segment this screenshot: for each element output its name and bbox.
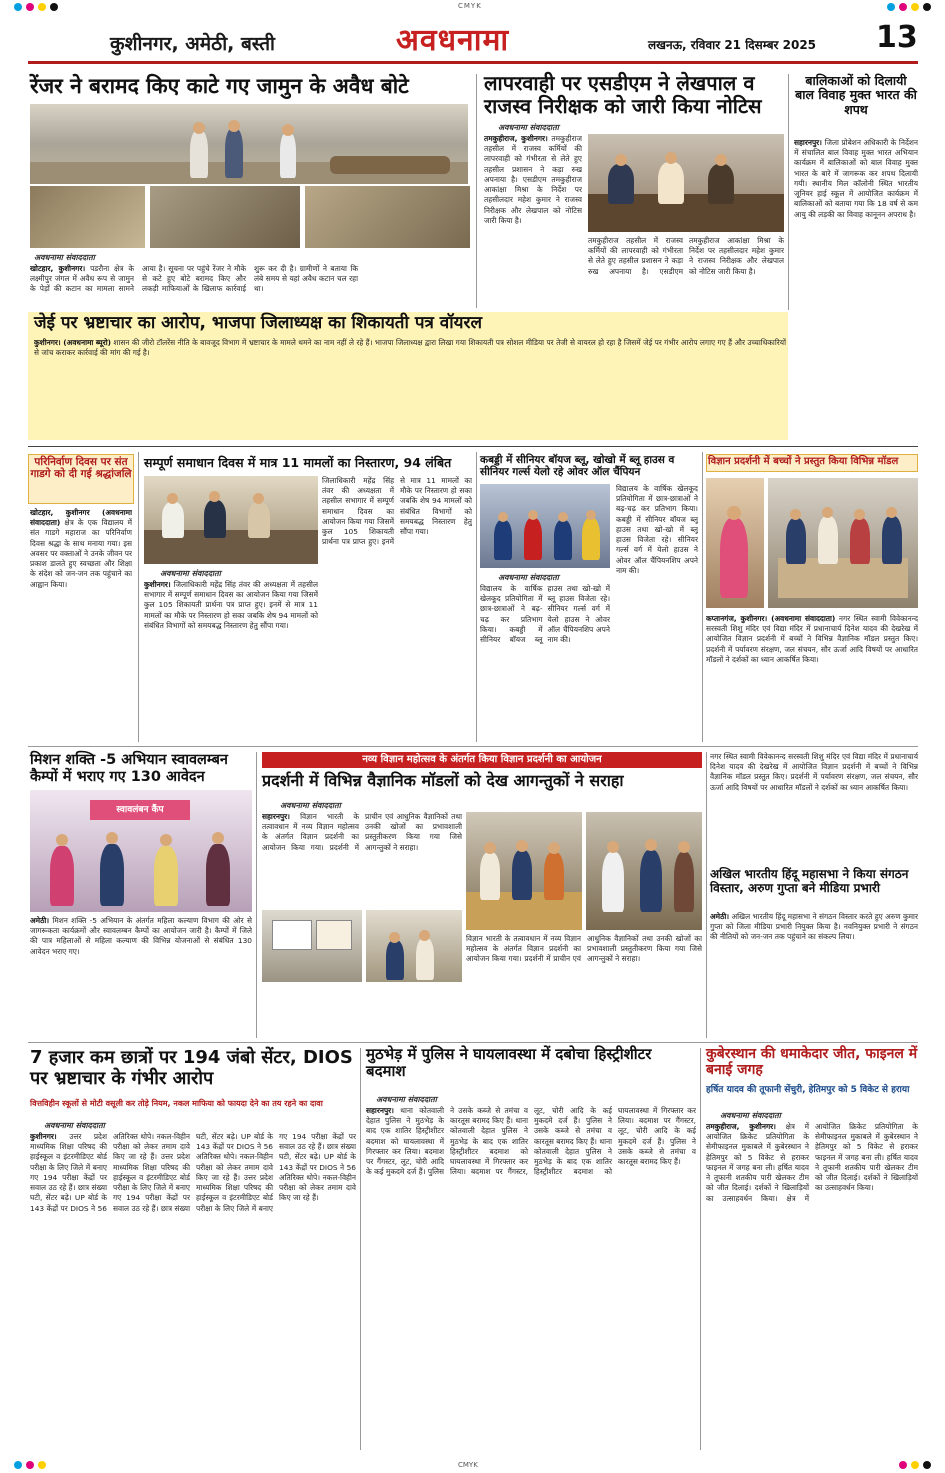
story-6-photo — [144, 476, 318, 564]
story-7-body — [480, 584, 610, 742]
registration-mark-icon — [911, 3, 919, 11]
story-9-dateline: अमेठी। — [30, 916, 50, 925]
story-1-inset-photo — [150, 186, 300, 248]
story-9-headline: मिशन शक्ति -5 अभियान स्वावलम्बन कैम्पों में भराए गए 130 आवेदन — [30, 752, 228, 785]
story-8-body-continued — [710, 752, 918, 864]
story-10-headline: प्रदर्शनी में विभिन्न वैज्ञानिक मॉडलों को देख आगन्तुकों ने सराहा — [262, 771, 624, 790]
story-10-photo-left — [262, 910, 362, 982]
story-13-text: थाना कोतवाली देहात पुलिस ने मुठभेड़ के बाद एक शातिर हिस्ट्रीशीटर बदमाश को घायलावस्था में गिरफ्तार कर लिया। बदमाश पर गैंगस्टर, लूट, चोरी आदि के कई मुकदमे दर्ज हैं। पुलिस ने उसके कब्जे से तमंचा व कारतूस बरामद किए हैं। — [366, 1106, 528, 1177]
story-1-inset-photo — [305, 186, 470, 248]
story-13-body — [366, 1106, 696, 1450]
story-13-dateline: सहारनपुर। — [366, 1106, 394, 1115]
story-12-headline: 7 हजार कम छात्रों पर 194 जंबो सेंटर, DIOS पर भ्रष्टाचार के गंभीर आरोप — [30, 1047, 353, 1089]
story-5-body — [30, 508, 132, 744]
story-2-body — [484, 134, 582, 310]
masthead-locations: कुशीनगर, अमेठी, बस्ती — [110, 33, 275, 55]
story-11-text: अखिल भारतीय हिंदू महासभा ने संगठन विस्तार करते हुए अरुण कुमार गुप्ता को जिला मीडिया प्रभारी नियुक्त किया है। नवनियुक्त प्रभारी ने संगठन की नीतियों को जन-जन तक पहुंचाने का संकल्प लिया। — [710, 912, 918, 942]
story-10-byline: अवधनामा संवाददाता — [280, 801, 341, 810]
registration-mark-icon — [899, 3, 907, 11]
cmyk-label: CMYK — [458, 2, 482, 10]
story-13-byline: अवधनामा संवाददाता — [376, 1095, 437, 1104]
story-5-dateline: खोटहार, कुशीनगर (अवधनामा संवाददाता) — [30, 508, 132, 528]
story-1-headline: रेंजर ने बरामद किए काटे गए जामुन के अवैध बोटे — [30, 74, 409, 98]
story-9-body — [30, 916, 252, 1034]
story-10-body — [262, 812, 462, 906]
story-10-text-continued: विज्ञान भारती के तत्वावधान में नव्य विज्ञान महोत्सव के अंतर्गत विज्ञान प्रदर्शनी का आयोजन किया गया। प्रदर्शनी में प्राचीन एवं आधुनिक वैज्ञानिकों तथा उनकी खोजों का प्रभावशाली प्रस्तुतीकरण किया गया जिसे आगन्तुकों ने सराहा। — [466, 934, 702, 964]
story-14-byline: अवधनामा संवाददाता — [720, 1111, 781, 1120]
story-2-photo — [588, 134, 784, 232]
story-12-byline: अवधनामा संवाददाता — [44, 1121, 105, 1130]
story-3-text: जिला प्रोबेशन अधिकारी के निर्देशन में संचालित बाल विवाह मुक्त भारत अभियान कार्यक्रम में बालिकाओं को बाल विवाह मुक्त भारत के बारे में जागरूक कर शपथ दिलायी गयी। स्थानीय मिल कॉलोनी स्थित भारतीय जूनियर हाई स्कूल में आयोजित कार्यक्रम में बालिकाओं को बताया गया कि 18 वर्ष से कम आयु की लड़की का विवाह कानूनन अपराध है। — [794, 138, 918, 219]
story-12-subheadline: वित्तविहीन स्कूलों से मोटी वसूली कर तोड़े नियम, नकल माफिया को फायदा देने का तय रहने का दावा — [30, 1099, 323, 1108]
story-7-byline: अवधनामा संवाददाता — [498, 573, 559, 582]
story-3-body — [794, 138, 918, 438]
story-14-subheadline: हर्षित यादव की तूफानी सेंचुरी, हेतिमपुर को 5 विकेट से हराया — [706, 1085, 910, 1095]
story-6-text-continued: जिलाधिकारी महेंद्र सिंह तंवर की अध्यक्षता में तहसील सभागार में सम्पूर्ण समाधान दिवस का आयोजन किया गया जिसमें कुल 105 शिकायती प्रार्थना पत्र प्राप्त हुए। इनमें से मात्र 11 मामलों का मौके पर निस्तारण हो सका जबकि शेष 94 मामलों को संबंधित विभागों को समयबद्ध निस्तारण हेतु सौंपा गया। — [322, 476, 472, 547]
registration-mark-icon — [923, 1461, 931, 1469]
story-7-photo — [480, 484, 610, 568]
story-9-photo — [30, 790, 252, 912]
story-13-text-continued: थाना कोतवाली देहात पुलिस ने मुठभेड़ के बाद एक शातिर हिस्ट्रीशीटर बदमाश को घायलावस्था में गिरफ्तार कर लिया। बदमाश पर गैंगस्टर, लूट, चोरी आदि के कई मुकदमे दर्ज हैं। पुलिस ने उसके कब्जे से तमंचा व कारतूस बरामद किए हैं। — [450, 1106, 612, 1177]
story-2-dateline: तमकुहीराज, कुशीनगर। — [484, 134, 548, 143]
story-8-photo-left — [706, 478, 764, 608]
registration-mark-icon — [26, 3, 34, 11]
story-1-inset-photo — [30, 186, 145, 248]
story-12-text: उत्तर प्रदेश माध्यमिक शिक्षा परिषद की हाईस्कूल व इंटरमीडिएट बोर्ड परीक्षा के लिए जिले में बनाए गए 194 परीक्षा केंद्रों पर सवाल उठ रहे हैं। छात्र संख्या घटी, सेंटर बढ़े। UP बोर्ड के 143 केंद्रों पर DIOS ने 56 अतिरिक्त थोपे। नकल-विहीन परीक्षा को लेकर तमाम दावे किए जा रहे हैं। — [30, 1132, 190, 1213]
story-8-dateline: कप्तानगंज, कुशीनगर। (अवधनामा संवाददाता) — [706, 614, 836, 623]
story-14-text-continued: क्षेत्र में आयोजित क्रिकेट प्रतियोगिता के सेमीफाइनल मुकाबले में कुबेरस्थान ने हेतिमपुर को 5 विकेट से हराकर फाइनल में जगह बना ली। हर्षित यादव ने तूफानी शतकीय पारी खेलकर टीम को जीत दिलाई। दर्शकों ने खिलाड़ियों का उत्साहवर्धन किया। — [786, 1122, 918, 1203]
registration-mark-icon — [887, 3, 895, 11]
story-5-text: क्षेत्र के एक विद्यालय में संत गाडगे महाराज का परिनिर्वाण दिवस श्रद्धा के साथ मनाया गया। इस अवसर पर वक्ताओं ने उनके जीवन पर प्रकाश डालते हुए स्वच्छता और शिक्षा के संदेश को जन-जन तक पहुंचाने का आह्वान किया। — [30, 518, 132, 589]
story-11-body — [710, 912, 918, 1038]
story-5-headline: परिनिर्वाण दिवस पर संत गाडगे को दी गई श्रद्धांजलि — [30, 456, 132, 481]
story-6-body-continued — [322, 476, 472, 742]
registration-mark-icon — [899, 1461, 907, 1469]
story-13-headline: मुठभेड़ में पुलिस ने घायलावस्था में दबोचा हिस्ट्रीशीटर बदमाश — [366, 1045, 652, 1081]
story-6-body — [144, 580, 318, 742]
story-10-kicker: नव्य विज्ञान महोत्सव के अंतर्गत किया विज्ञान प्रदर्शनी का आयोजन — [262, 752, 702, 768]
masthead — [28, 12, 918, 64]
story-8-body — [706, 614, 918, 744]
story-12-text-continued: उत्तर प्रदेश माध्यमिक शिक्षा परिषद की हाईस्कूल व इंटरमीडिएट बोर्ड परीक्षा के लिए जिले में बनाए गए 194 परीक्षा केंद्रों पर सवाल उठ रहे हैं। छात्र संख्या घटी, सेंटर बढ़े। UP बोर्ड के 143 केंद्रों पर DIOS ने 56 अतिरिक्त थोपे। नकल-विहीन परीक्षा को लेकर तमाम दावे किए जा रहे हैं। — [113, 1132, 273, 1213]
story-2-headline: लापरवाही पर एसडीएम ने लेखपाल व राजस्व निरीक्षक को जारी किया नोटिस — [484, 71, 762, 118]
story-2-text: तमकुहीराज तहसील में राजस्व कर्मियों की लापरवाही को गंभीरता से लेते हुए तहसील प्रशासन ने कड़ा रुख अपनाया है। एसडीएम तमकुहीराज आकांक्षा मिश्रा के निर्देश पर तहसीलदार महेश कुमार ने राजस्व निरीक्षक और लेखपाल को नोटिस जारी किया है। — [484, 134, 582, 225]
story-12-dateline: कुशीनगर। — [30, 1132, 57, 1141]
story-14-dateline: तमकुहीराज, कुशीनगर। — [706, 1122, 776, 1131]
story-8-text-continued: नगर स्थित स्वामी विवेकानन्द सरस्वती शिशु मंदिर एवं विद्या मंदिर में प्रधानाचार्य दिनेश यादव की देखरेख में आयोजित विज्ञान प्रदर्शनी में बच्चों ने विभिन्न वैज्ञानिक मॉडल प्रस्तुत किए। प्रदर्शनी में पर्यावरण संरक्षण, जल संचयन, सौर ऊर्जा आदि विषयों पर आधारित मॉडलों ने दर्शकों का ध्यान आकर्षित किया। — [710, 752, 918, 792]
story-7-body-continued — [616, 484, 698, 742]
story-2-text-continued: तमकुहीराज तहसील में राजस्व कर्मियों की लापरवाही को गंभीरता से लेते हुए तहसील प्रशासन ने कड़ा रुख अपनाया है। एसडीएम तमकुहीराज आकांक्षा मिश्रा के निर्देश पर तहसीलदार महेश कुमार ने राजस्व निरीक्षक और लेखपाल को नोटिस जारी किया है। — [588, 236, 784, 276]
registration-mark-icon — [923, 3, 931, 11]
story-10-text: विज्ञान भारती के तत्वावधान में नव्य विज्ञान महोत्सव के अंतर्गत विज्ञान प्रदर्शनी का आयोजन किया गया। प्रदर्शनी में प्राचीन एवं आधुनिक वैज्ञानिकों तथा उनकी खोजों का प्रभावशाली प्रस्तुतीकरण किया गया जिसे आगन्तुकों ने सराहा। — [262, 812, 462, 852]
story-8-headline: विज्ञान प्रदर्शनी में बच्चों ने प्रस्तुत किया विभिन्न मॉडल — [708, 456, 899, 467]
masthead-logo: अवधनामा — [396, 23, 510, 58]
story-7-headline: कबड्डी में सीनियर बॉयज ब्लू, खोखो में ब्लू हाउस व सीनियर गर्ल्स येलो रहे ओवर ऑल चैंपियन — [480, 454, 675, 479]
story-1-text: पडरौना क्षेत्र के लक्ष्मीपुर जंगल में अवैध रूप से जामुन के पेड़ों की कटान का मामला सामने आया है। सूचना पर पहुंचे रेंजर ने मौके से कटे हुए बोटे बरामद किए और लकड़ी माफियाओं के खिलाफ कार्रवाई शुरू कर दी है। ग्रामीणों ने बताया कि लंबे समय से यहां अवैध कटान चल रहा था। — [30, 264, 358, 294]
story-4-headline: जेई पर भ्रष्टाचार का आरोप, भाजपा जिलाध्यक्ष का शिकायती पत्र वॉयरल — [34, 313, 482, 333]
story-14-headline: कुबेरस्थान की धमाकेदार जीत, फाइनल में बनाई जगह — [706, 1046, 918, 1079]
story-10-dateline: सहारनपुर। — [262, 812, 290, 821]
registration-mark-icon — [38, 3, 46, 11]
story-10-body-continued — [466, 934, 702, 1038]
story-14-body — [706, 1122, 918, 1450]
story-14-text: क्षेत्र में आयोजित क्रिकेट प्रतियोगिता के सेमीफाइनल मुकाबले में कुबेरस्थान ने हेतिमपुर को 5 विकेट से हराकर फाइनल में जगह बना ली। हर्षित यादव ने तूफानी शतकीय पारी खेलकर टीम को जीत दिलाई। दर्शकों ने खिलाड़ियों का उत्साहवर्धन किया। — [706, 1122, 810, 1203]
story-6-text: जिलाधिकारी महेंद्र सिंह तंवर की अध्यक्षता में तहसील सभागार में सम्पूर्ण समाधान दिवस का आयोजन किया गया जिसमें कुल 105 शिकायती प्रार्थना पत्र प्राप्त हुए। इनमें से मात्र 11 मामलों का मौके पर निस्तारण हो सका जबकि शेष 94 मामलों को संबंधित विभागों को समयबद्ध निस्तारण हेतु सौंपा गया। — [144, 580, 318, 630]
story-10-photo-center — [466, 812, 582, 930]
story-2-body-continued — [588, 236, 784, 310]
story-4-body — [34, 338, 786, 438]
story-6-headline: सम्पूर्ण समाधान दिवस में मात्र 11 मामलों का निस्तारण, 94 लंबित — [144, 455, 452, 470]
story-10-photo-far-right — [586, 812, 702, 930]
registration-mark-icon — [38, 1461, 46, 1469]
story-1-photo — [30, 104, 468, 184]
story-10-photo-right — [366, 910, 462, 982]
page-number: 13 — [876, 20, 918, 55]
story-4-text: शासन की जीरो टॉलरेंस नीति के बावजूद विभाग में भ्रष्टाचार के मामले थमने का नाम नहीं ले रहे हैं। भाजपा जिलाध्यक्ष द्वारा लिखा गया शिकायती पत्र सोशल मीडिया पर तेजी से वायरल हो रहा है जिसमें जेई पर गंभीर आरोप लगाए गए हैं और उच्चाधिकारियों से जांच कराकर कार्रवाई की मांग की गई है। — [34, 338, 786, 358]
footer-cmyk-label: CMYK — [458, 1461, 478, 1469]
story-7-text: विद्यालय के वार्षिक खेलकूद प्रतियोगिता में छात्र-छात्राओं ने बढ़-चढ़ कर प्रतिभाग किया। कबड्डी में सीनियर बॉयज ब्लू हाउस तथा खो-खो में ब्लू हाउस विजेता रहे। सीनियर गर्ल्स वर्ग में येलो हाउस ने ओवर ऑल चैंपियनशिप अपने नाम की। — [480, 584, 610, 645]
story-9-text: मिशन शक्ति -5 अभियान के अंतर्गत महिला कल्याण विभाग की ओर से जागरूकता कार्यक्रमों और स्वावलम्बन कैम्पों का आयोजन जारी है। कैम्पों में जिले की पात्र महिलाओं से महिला कल्याण की विभिन्न योजनाओं से संबंधित 130 आवेदन भराए गए। — [30, 916, 252, 956]
story-12-body — [30, 1132, 356, 1450]
story-8-text: नगर स्थित स्वामी विवेकानन्द सरस्वती शिशु मंदिर एवं विद्या मंदिर में प्रधानाचार्य दिनेश यादव की देखरेख में आयोजित विज्ञान प्रदर्शनी में बच्चों ने विभिन्न वैज्ञानिक मॉडल प्रस्तुत किए। प्रदर्शनी में पर्यावरण संरक्षण, जल संचयन, सौर ऊर्जा आदि विषयों पर आधारित मॉडलों ने दर्शकों का ध्यान आकर्षित किया। — [706, 614, 918, 664]
story-7-text-continued: विद्यालय के वार्षिक खेलकूद प्रतियोगिता में छात्र-छात्राओं ने बढ़-चढ़ कर प्रतिभाग किया। कबड्डी में सीनियर बॉयज ब्लू हाउस तथा खो-खो में ब्लू हाउस विजेता रहे। सीनियर गर्ल्स वर्ग में येलो हाउस ने ओवर ऑल चैंपियनशिप अपने नाम की। — [616, 484, 698, 575]
registration-mark-icon — [14, 1461, 22, 1469]
story-6-byline: अवधनामा संवाददाता — [160, 569, 221, 578]
story-9-sign: स्वावलंबन कैंप — [90, 800, 190, 820]
registration-mark-icon — [26, 1461, 34, 1469]
story-4-dateline: कुशीनगर। (अवधनामा ब्यूरो) — [34, 338, 112, 347]
story-1-body — [30, 264, 470, 308]
story-13-text-more: थाना कोतवाली देहात पुलिस ने मुठभेड़ के बाद एक शातिर हिस्ट्रीशीटर बदमाश को घायलावस्था में गिरफ्तार कर लिया। बदमाश पर गैंगस्टर, लूट, चोरी आदि के कई मुकदमे दर्ज हैं। पुलिस ने उसके कब्जे से तमंचा व कारतूस बरामद किए हैं। — [534, 1106, 696, 1177]
masthead-dateline: लखनऊ, रविवार 21 दिसम्बर 2025 — [648, 38, 817, 52]
registration-mark-icon — [50, 3, 58, 11]
registration-mark-icon — [911, 1461, 919, 1469]
story-3-dateline: सहारनपुर। — [794, 138, 822, 147]
story-1-dateline: खोटहार, कुशीनगर। — [30, 264, 86, 273]
story-2-byline: अवधनामा संवाददाता — [498, 123, 559, 132]
story-11-headline: अखिल भारतीय हिंदू महासभा ने किया संगठन विस्तार, अरुण गुप्ता बने मीडिया प्रभारी — [710, 867, 909, 895]
story-12-text-more: उत्तर प्रदेश माध्यमिक शिक्षा परिषद की हाईस्कूल व इंटरमीडिएट बोर्ड परीक्षा के लिए जिले में बनाए गए 194 परीक्षा केंद्रों पर सवाल उठ रहे हैं। छात्र संख्या घटी, सेंटर बढ़े। UP बोर्ड के 143 केंद्रों पर DIOS ने 56 अतिरिक्त थोपे। नकल-विहीन परीक्षा को लेकर तमाम दावे किए जा रहे हैं। — [196, 1132, 356, 1213]
story-1-byline: अवधनामा संवाददाता — [34, 253, 95, 262]
story-6-dateline: कुशीनगर। — [144, 580, 171, 589]
story-11-dateline: अमेठी। — [710, 912, 730, 921]
story-3-headline: बालिकाओं को दिलायी बाल विवाह मुक्त भारत की शपथ — [795, 73, 917, 117]
story-8-photo-main — [768, 478, 918, 608]
registration-mark-icon — [14, 3, 22, 11]
